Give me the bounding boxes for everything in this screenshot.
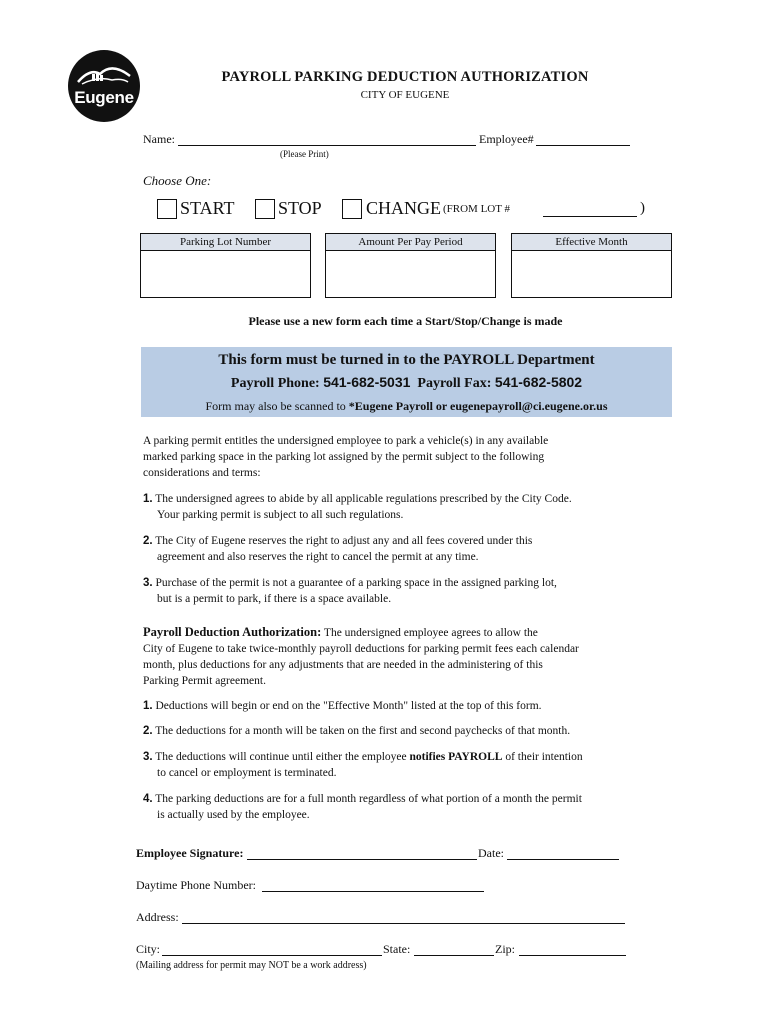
terms-intro [143,433,548,481]
deduction-text: The undersigned employee agrees to allow the [323,627,538,639]
effective-month-input[interactable] [512,251,671,299]
banner-contact-line [141,374,672,392]
mountain-icon [68,50,140,90]
logo-text: Eugene [74,88,134,107]
payroll-phone: 541-682-5031 [323,374,411,390]
item-text: The City of Eugene reserves the right to adjust any and all fees covered under this [155,535,533,547]
item-number: 2. [143,535,153,547]
new-form-notice: Please use a new form each time a Start/Stop/Change is made [248,314,563,328]
deduction-item-4 [143,791,582,823]
item-number: 1. [143,493,153,505]
item-text: but is a permit to park, if there is a space available. [157,593,392,605]
state-field[interactable] [414,942,494,956]
item-text: Purchase of the permit is not a guarantee of a parking space in the assigned parking lot, [155,577,557,589]
item-number: 3. [143,577,153,589]
payroll-fax: 541-682-5802 [494,374,583,390]
terms-intro-line: marked parking space in the parking lot assigned by the permit subject to the following [143,451,545,463]
item-text: of their intention [505,751,583,763]
item-text: is actually used by the employee. [157,809,310,821]
item-text: Your parking permit is subject to all such regulations. [157,509,404,521]
address-label: Address: [136,910,179,924]
city-label: City: [136,942,161,956]
deduction-item-1 [143,698,542,714]
daytime-phone-label: Daytime Phone Number: [136,878,256,892]
banner-scan-line [141,399,672,414]
amount-per-pay-period-box [325,233,496,298]
effective-month-header: Effective Month [512,234,671,251]
item-number: 4. [143,793,153,805]
item-text: Deductions will begin or end on the "Effective Month" listed at the top of this form. [155,700,542,712]
item-text: to cancel or employment is terminated. [157,767,337,779]
terms-intro-line: considerations and terms: [143,467,261,479]
signature-label: Employee Signature: [136,846,244,860]
start-option-label: START [180,198,235,218]
item-text: The undersigned agrees to abide by all applicable regulations prescribed by the City Code. [155,493,572,505]
scan-prefix: Form may also be scanned to [205,399,346,413]
change-checkbox[interactable] [342,199,362,219]
from-lot-field[interactable] [543,202,637,217]
from-lot-suffix: ) [640,200,645,216]
item-number: 1. [143,700,153,712]
item-text: The parking deductions are for a full month regardless of what portion of a month the permit [155,793,582,805]
item-text: agreement and also reserves the right to cancel the permit at any time. [157,551,479,563]
effective-month-box [511,233,672,298]
item-text: The deductions will continue until either the employee [155,751,407,763]
zip-field[interactable] [519,942,626,956]
stop-option-label: STOP [278,198,322,218]
date-field[interactable] [507,846,619,860]
start-checkbox[interactable] [157,199,177,219]
terms-intro-line: A parking permit entitles the undersigned employee to park a vehicle(s) in any available [143,435,549,447]
item-number: 3. [143,751,153,763]
signature-field[interactable] [247,846,477,860]
item-number: 2. [143,725,153,737]
zip-label: Zip: [495,942,515,956]
deduction-item-2 [143,723,570,739]
employee-number-label: Employee# [479,132,534,146]
stop-checkbox[interactable] [255,199,275,219]
parking-lot-number-box [140,233,311,298]
terms-item-3 [143,575,557,607]
deduction-text: month, plus deductions for any adjustments that are needed in the administering of this [143,659,543,671]
mailing-note: (Mailing address for permit may NOT be a work address) [136,960,367,971]
phone-label: Payroll Phone: [230,376,320,391]
item-bold-text: notifies PAYROLL [409,751,503,763]
form-subtitle: CITY OF EUGENE [360,89,450,101]
fax-label: Payroll Fax: [417,376,492,391]
parking-lot-number-header: Parking Lot Number [141,234,310,251]
deduction-heading: Payroll Deduction Authorization: [143,625,322,639]
print-hint: (Please Print) [280,149,329,159]
choose-one-label: Choose One: [143,173,212,188]
parking-lot-number-input[interactable] [141,251,310,299]
amount-per-pay-period-header: Amount Per Pay Period [326,234,495,251]
payroll-banner [141,347,672,417]
change-option-label: CHANGE [366,198,441,218]
state-label: State: [383,942,411,956]
deduction-paragraph [143,624,579,689]
name-label: Name: [143,132,175,146]
deduction-text: City of Eugene to take twice-monthly payroll deductions for parking permit fees each calendar [143,643,579,655]
daytime-phone-field[interactable] [262,878,484,892]
deduction-text: Parking Permit agreement. [143,675,266,687]
terms-item-1 [143,491,572,523]
item-text: The deductions for a month will be taken on the first and second paychecks of that month. [155,725,571,737]
form-title: PAYROLL PARKING DEDUCTION AUTHORIZATION [221,69,589,85]
scan-target: *Eugene Payroll or eugenepayroll@ci.eugene.or.us [348,399,608,413]
date-label: Date: [478,846,504,860]
city-field[interactable] [162,942,382,956]
city-logo [68,50,140,122]
deduction-item-3 [143,749,583,781]
terms-item-2 [143,533,532,565]
amount-per-pay-period-input[interactable] [326,251,495,299]
from-lot-prefix: (FROM LOT # [443,203,511,215]
address-field[interactable] [182,910,625,924]
banner-line1: This form must be turned in to the PAYROLL Department [218,352,595,368]
name-field[interactable] [178,132,476,146]
employee-number-field[interactable] [536,132,630,146]
